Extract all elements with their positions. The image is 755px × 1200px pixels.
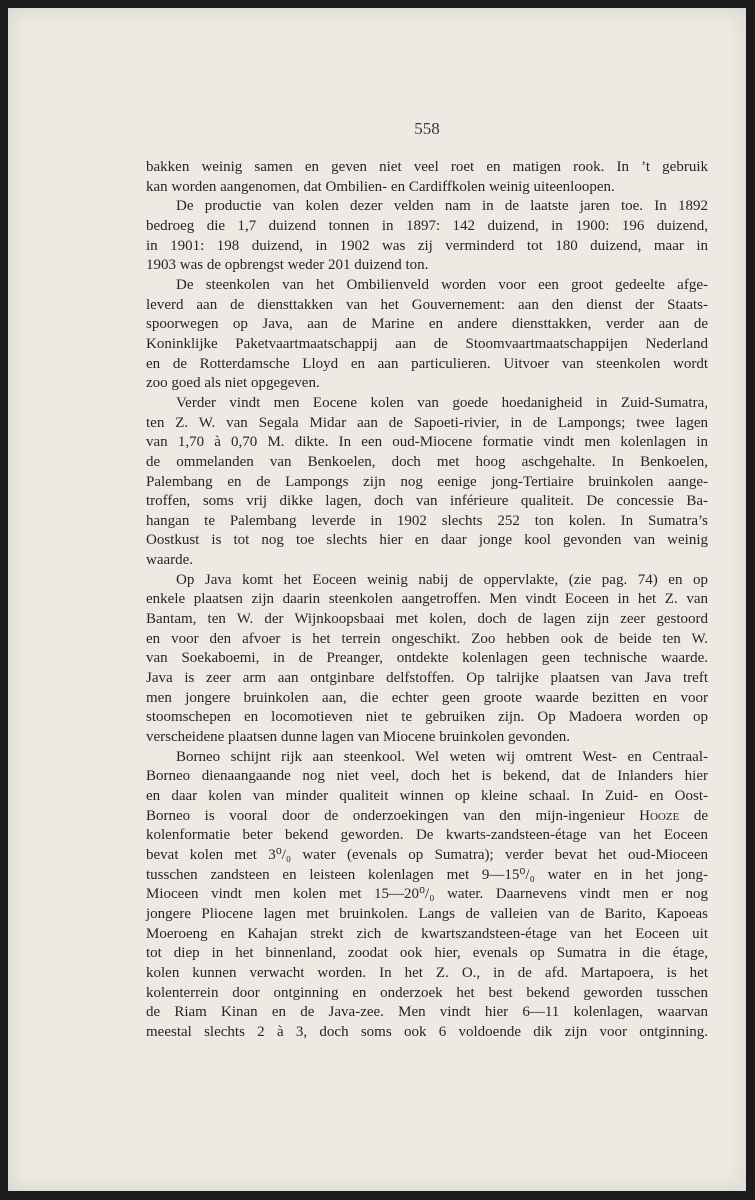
text-line: Borneo dienaangaande nog niet veel, doch het is bekend, dat de Inlanders hier bbox=[146, 768, 708, 785]
text-line: in 1901: 198 duizend, in 1902 was zij verminderd tot 180 duizend, maar in bbox=[146, 237, 708, 254]
text-line: Verder vindt men Eocene kolen van goede hoedanigheid in Zuid-Sumatra, bbox=[176, 394, 708, 411]
text-segment: de bbox=[679, 807, 708, 824]
text-line: ten Z. W. van Segala Midar aan de Sapoeti-rivier, in de Lampongs; twee lagen bbox=[146, 414, 708, 431]
text-line: stoomschepen en locomotieven niet te gebruiken zijn. Op Madoera worden op bbox=[146, 709, 708, 726]
text-line: leverd aan de diensttakken van het Gouvernement: aan den dienst der Staats- bbox=[146, 296, 708, 313]
text-line: waarde. bbox=[146, 552, 194, 569]
text-line bbox=[146, 807, 708, 827]
text-line: troffen, soms vrij dikke lagen, doch van inférieure qualiteit. De concessie Ba- bbox=[146, 493, 708, 510]
text-line: Op Java komt het Eoceen weinig nabij de oppervlakte, (zie pag. 74) en op bbox=[176, 571, 708, 588]
text-line: verscheidene plaatsen dunne lagen van Miocene bruinkolen gevonden. bbox=[146, 729, 571, 746]
text-line: Java is zeer arm aan ontginbare delfstoffen. Op talrijke plaatsen van Java treft bbox=[146, 670, 708, 687]
text-line: de Riam Kinan en de Java-zee. Men vindt hier 6—11 kolenlagen, waarvan bbox=[146, 1004, 708, 1021]
text-line: van 1,70 à 0,70 M. dikte. In een oud-Miocene formatie vindt men kolenlagen in bbox=[146, 434, 708, 451]
text-line: bevat kolen met 3⁰/₀ water (evenals op Sumatra); verder bevat het oud-Mioceen bbox=[146, 846, 708, 863]
text-line: men jongere bruinkolen aan, die echter geen groote waarde bezitten en voor bbox=[146, 689, 708, 706]
text-line: en de Rotterdamsche Lloyd en aan particulieren. Uitvoer van steenkolen wordt bbox=[146, 355, 708, 372]
text-line: Mioceen vindt men kolen met 15—20⁰/₀ water. Daarnevens vindt men er nog bbox=[146, 886, 708, 903]
paragraph bbox=[146, 571, 708, 748]
text-line: enkele plaatsen zijn daarin steenkolen aangetroffen. Men vindt Eoceen in het Z. van bbox=[146, 591, 708, 608]
text-line: van Soekaboemi, in de Preanger, ontdekte kolenlagen geen technische waarde. bbox=[146, 650, 708, 667]
paragraph bbox=[146, 158, 708, 197]
text-line: Moeroeng en Kahajan strekt zich de kwartszandsteen-étage van het Eoceen uit bbox=[146, 925, 708, 942]
body-text bbox=[146, 158, 708, 1043]
text-line: meestal slechts 2 à 3, doch soms ook 6 voldoende dik zijn voor ontginning. bbox=[146, 1023, 708, 1040]
text-line: kan worden aangenomen, dat Ombilien- en Cardiffkolen weinig uiteenloopen. bbox=[146, 178, 615, 195]
page-number: 558 bbox=[414, 119, 440, 138]
text-line: 1903 was de opbrengst weder 201 duizend ton. bbox=[146, 257, 429, 274]
engineer-name-smallcaps: Hooze bbox=[639, 807, 680, 824]
text-line: kolenterrein door ontginning en onderzoek het best bekend geworden tusschen bbox=[146, 984, 708, 1001]
text-line: Koninklijke Paketvaartmaatschappij aan de Stoomvaartmaatschappijen Nederland bbox=[146, 335, 708, 352]
text-line: tot diep in het binnenland, zoodat ook hier, evenals op Sumatra in die étage, bbox=[146, 945, 708, 962]
text-line: Bantam, ten W. der Wijnkoopsbaai met kolen, doch de lagen zijn zeer gestoord bbox=[146, 611, 708, 628]
text-line: Palembang en de Lampongs zijn nog eenige jong-Tertiaire bruinkolen aange- bbox=[146, 473, 708, 490]
text-line: en daar kolen van minder qualiteit winnen op kleine schaal. In Zuid- en Oost- bbox=[146, 788, 708, 804]
text-line: kolenformatie beter bekend geworden. De kwarts-zandsteen-étage van het Eoceen bbox=[146, 827, 708, 844]
paragraph bbox=[146, 276, 708, 394]
paragraph bbox=[146, 748, 708, 1043]
text-line: De productie van kolen dezer velden nam in de laatste jaren toe. In 1892 bbox=[176, 198, 708, 215]
text-line: Borneo schijnt rijk aan steenkool. Wel weten wij omtrent West- en Centraal- bbox=[176, 748, 708, 765]
text-line: tusschen zandsteen en leisteen kolenlagen met 9—15⁰/₀ water en in het jong- bbox=[146, 866, 708, 883]
text-line: De steenkolen van het Ombilienveld worden voor een groot gedeelte afge- bbox=[176, 276, 708, 293]
text-line: spoorwegen op Java, aan de Marine en andere diensttakken, verder aan de bbox=[146, 316, 708, 333]
paragraph bbox=[146, 197, 708, 276]
text-line: jongere Pliocene lagen met bruinkolen. Langs de valleien van de Barito, Kapoeas bbox=[146, 905, 708, 922]
paragraph bbox=[146, 394, 708, 571]
text-line: zoo goed als niet opgegeven. bbox=[146, 375, 320, 392]
text-line: en voor den afvoer is het terrein ongeschikt. Zoo hebben ook de beide ten W. bbox=[146, 630, 708, 647]
text-line: hangan te Palembang leverde in 1902 slechts 252 ton kolen. In Sumatra’s bbox=[146, 512, 708, 529]
text-line: kolen kunnen verwacht worden. In het Z. O., in de afd. Martapoera, is het bbox=[146, 964, 708, 981]
text-line: de ommelanden van Benkoelen, doch met hoog aschgehalte. In Benkoelen, bbox=[146, 453, 708, 470]
text-line: Oostkust is tot nog toe slechts hier en daar jonge kool gevonden van weinig bbox=[146, 532, 708, 549]
text-line: bakken weinig samen en geven niet veel roet en matigen rook. In ’t gebruik bbox=[146, 159, 708, 175]
text-line: bedroeg die 1,7 duizend tonnen in 1897: 142 duizend, in 1900: 196 duizend, bbox=[146, 217, 708, 234]
text-segment: Borneo is vooral door de onderzoekingen van den mijn-ingenieur bbox=[146, 807, 640, 824]
